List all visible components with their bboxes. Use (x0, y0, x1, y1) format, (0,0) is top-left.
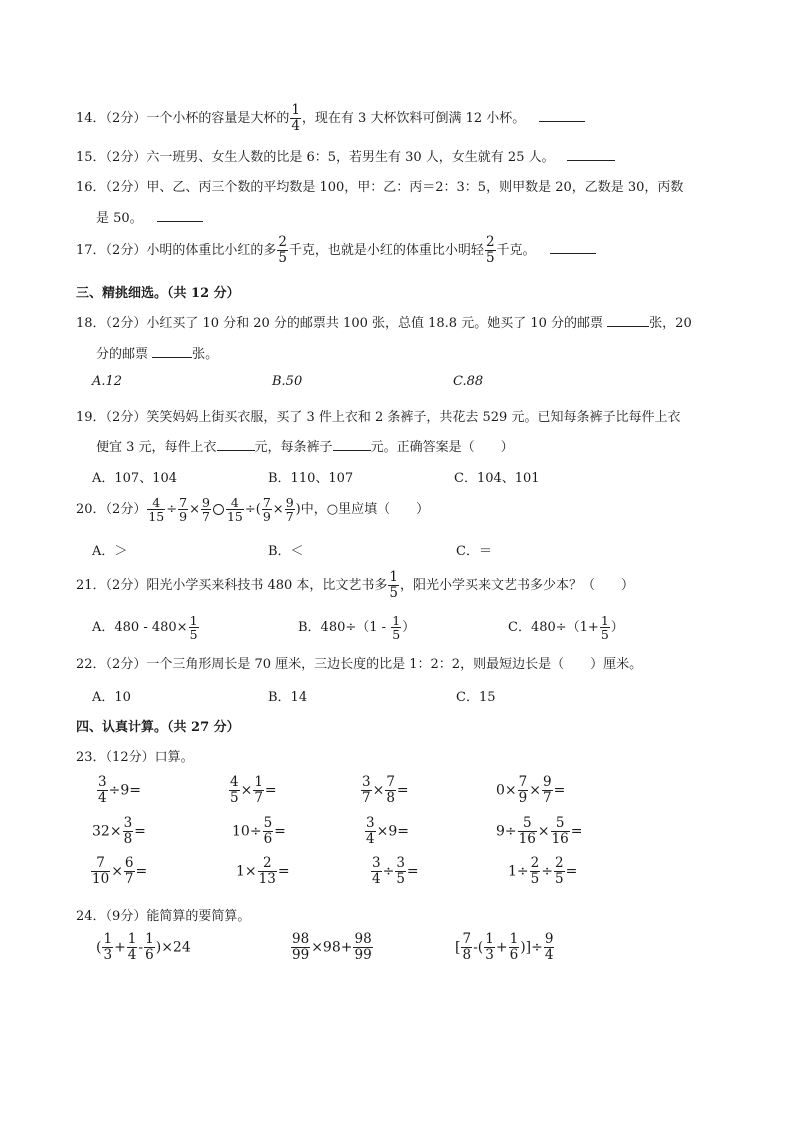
question-16-line2: 是 50。 (96, 207, 203, 226)
section-4-heading: 四、认真计算。（共 27 分） (76, 720, 240, 735)
calc-expression: 32× $\frac{3}{8}$ = (92, 815, 146, 847)
calc-expression: [ $\frac{7}{8}$ -( $\frac{1}{3}$ + $\frac{1}{6}$ )]÷ $\frac{9}{4}$ (455, 931, 554, 963)
q22-option-c[interactable]: C．15 (456, 690, 496, 705)
fraction: $\frac{1}{5}$ (389, 569, 398, 601)
fraction: $\frac{4}{15}$ (148, 495, 165, 524)
answer-blank[interactable] (607, 314, 649, 327)
answer-blank[interactable] (152, 345, 192, 358)
q18-option-a[interactable]: A.12 (92, 374, 123, 389)
question-19-line2: 便宜 3 元，每件上衣 元，每条裤子 元。正确答案是（ ） (96, 440, 514, 455)
fraction: $\frac{9}{7}$ (285, 495, 294, 524)
calc-expression: $\frac{98}{99}$ ×98+ $\frac{98}{99}$ (292, 931, 372, 963)
calc-expression: $\frac{4}{5}$ × $\frac{1}{7}$ = (230, 774, 277, 806)
calc-expression: 10÷ $\frac{5}{6}$ = (232, 815, 286, 847)
fraction: $\frac{1}{5}$ (392, 613, 401, 642)
calc-expression: $\frac{3}{7}$ × $\frac{7}{8}$ = (362, 774, 409, 806)
fraction: $\frac{7}{9}$ (262, 495, 271, 524)
question-24: 24．（9分）能简算的要简算。 (76, 909, 251, 924)
question-21: 21．（2分）阳光小学买来科技书 480 本，比文艺书多 $\frac{1}{5}$ ，阳光小学买来文艺书多少本？（ ） (76, 569, 635, 601)
question-23: 23．（12分）口算。 (76, 750, 194, 765)
answer-blank[interactable] (550, 241, 596, 254)
q21-option-a[interactable]: A．480 - 480× $\frac{1}{5}$ (92, 613, 198, 642)
fraction: $\frac{7}{9}$ (179, 495, 188, 524)
fraction: $\frac{4}{15}$ (226, 495, 243, 524)
question-18-line1: 18．（2分）小红买了 10 分和 20 分的邮票共 100 张，总值 18.8 元。她买了 10 分的邮票 张，20 (76, 316, 692, 331)
question-22: 22．（2分）一个三角形周长是 70 厘米，三边长度的比是 1：2：2，则最短边长是（ ）厘米。 (76, 657, 643, 672)
answer-blank[interactable] (567, 148, 615, 161)
fraction: $\frac{2}{5}$ (485, 234, 495, 266)
calc-expression: 1× $\frac{2}{13}$ = (236, 855, 290, 887)
calc-expression: $\frac{3}{4}$ ÷9= (98, 774, 141, 806)
q19-option-b[interactable]: B．110、107 (268, 471, 354, 486)
question-16-line1: 16．（2分）甲、乙、丙三个数的平均数是 100，甲：乙：丙＝2：3：5，则甲数是 20，乙数是 30，丙数 (76, 180, 684, 195)
calc-expression: 0× $\frac{7}{9}$ × $\frac{9}{7}$ = (496, 774, 566, 806)
answer-blank[interactable] (333, 438, 371, 451)
question-14 (76, 103, 585, 134)
calc-expression: ( $\frac{1}{3}$ + $\frac{1}{4}$ - $\frac{1}{6}$ )×24 (96, 931, 191, 963)
q20-option-c[interactable]: C．＝ (456, 544, 492, 559)
q14-text: 14．（2分）一个小杯的容量是大杯的 (76, 111, 290, 126)
q22-option-a[interactable]: A．10 (92, 690, 131, 705)
fraction: $\frac{9}{7}$ (202, 495, 210, 524)
q20-option-a[interactable]: A．＞ (92, 544, 128, 559)
answer-blank[interactable] (157, 209, 203, 222)
fraction: $\frac{1}{4}$ (291, 102, 300, 134)
answer-blank[interactable] (539, 109, 585, 122)
fraction: $\frac{1}{5}$ (600, 613, 609, 642)
q21-option-c[interactable]: C．480÷（1+ $\frac{1}{5}$ ） (508, 613, 624, 642)
comparison-circle[interactable] (213, 504, 224, 515)
section-3-heading: 三、精挑细选。（共 12 分） (76, 286, 240, 301)
question-15 (76, 146, 615, 165)
q20-option-b[interactable]: B．＜ (268, 544, 304, 559)
answer-blank[interactable] (217, 438, 255, 451)
calc-expression: $\frac{3}{4}$ ×9= (366, 815, 409, 847)
q14-tail: ，现在有 3 大杯饮料可倒满 12 小杯。 (301, 111, 526, 126)
question-18-line2: 分的邮票 张。 (96, 347, 219, 362)
q19-option-a[interactable]: A．107、104 (92, 471, 178, 486)
question-17: 17．（2分）小明的体重比小红的多 $\frac{2}{5}$ 千克，也就是小红的体重比小明轻 $\frac{2}{5}$ 千克。 (76, 235, 596, 266)
q22-option-b[interactable]: B．14 (268, 690, 308, 705)
q15-text: 15．（2分）六一班男、女生人数的比是 6：5，若男生有 30 人，女生就有 25 人。 (76, 150, 555, 165)
calc-expression: 9÷ $\frac{5}{16}$ × $\frac{5}{16}$ = (496, 815, 583, 847)
q18-option-b[interactable]: B.50 (272, 374, 303, 389)
q18-option-c[interactable]: C.88 (453, 374, 484, 389)
q19-option-c[interactable]: C．104、101 (454, 471, 540, 486)
q21-option-b[interactable]: B．480÷（1 - $\frac{1}{5}$ ） (298, 613, 416, 642)
question-19-line1: 19．（2分）笑笑妈妈上街买衣服，买了 3 件上衣和 2 条裤子，共花去 529 元。已知每条裤子比每件上衣 (76, 410, 681, 425)
question-20: 20．（2分） $\frac{4}{15}$ ÷ $\frac{7}{9}$ × $\frac{9}{7}$ $\frac{4}{15}$ ÷( $\frac{7}{9}$ × $\frac{9}{7}$ )中，○里应填（ ） (76, 495, 430, 524)
calc-expression: $\frac{7}{10}$ × $\frac{6}{7}$ = (92, 855, 148, 887)
calc-expression: $\frac{3}{4}$ ÷ $\frac{3}{5}$ = (372, 855, 419, 887)
fraction: $\frac{2}{5}$ (278, 234, 287, 266)
calc-expression: 1÷ $\frac{2}{5}$ ÷ $\frac{2}{5}$ = (508, 855, 578, 887)
fraction: $\frac{1}{5}$ (189, 613, 198, 642)
